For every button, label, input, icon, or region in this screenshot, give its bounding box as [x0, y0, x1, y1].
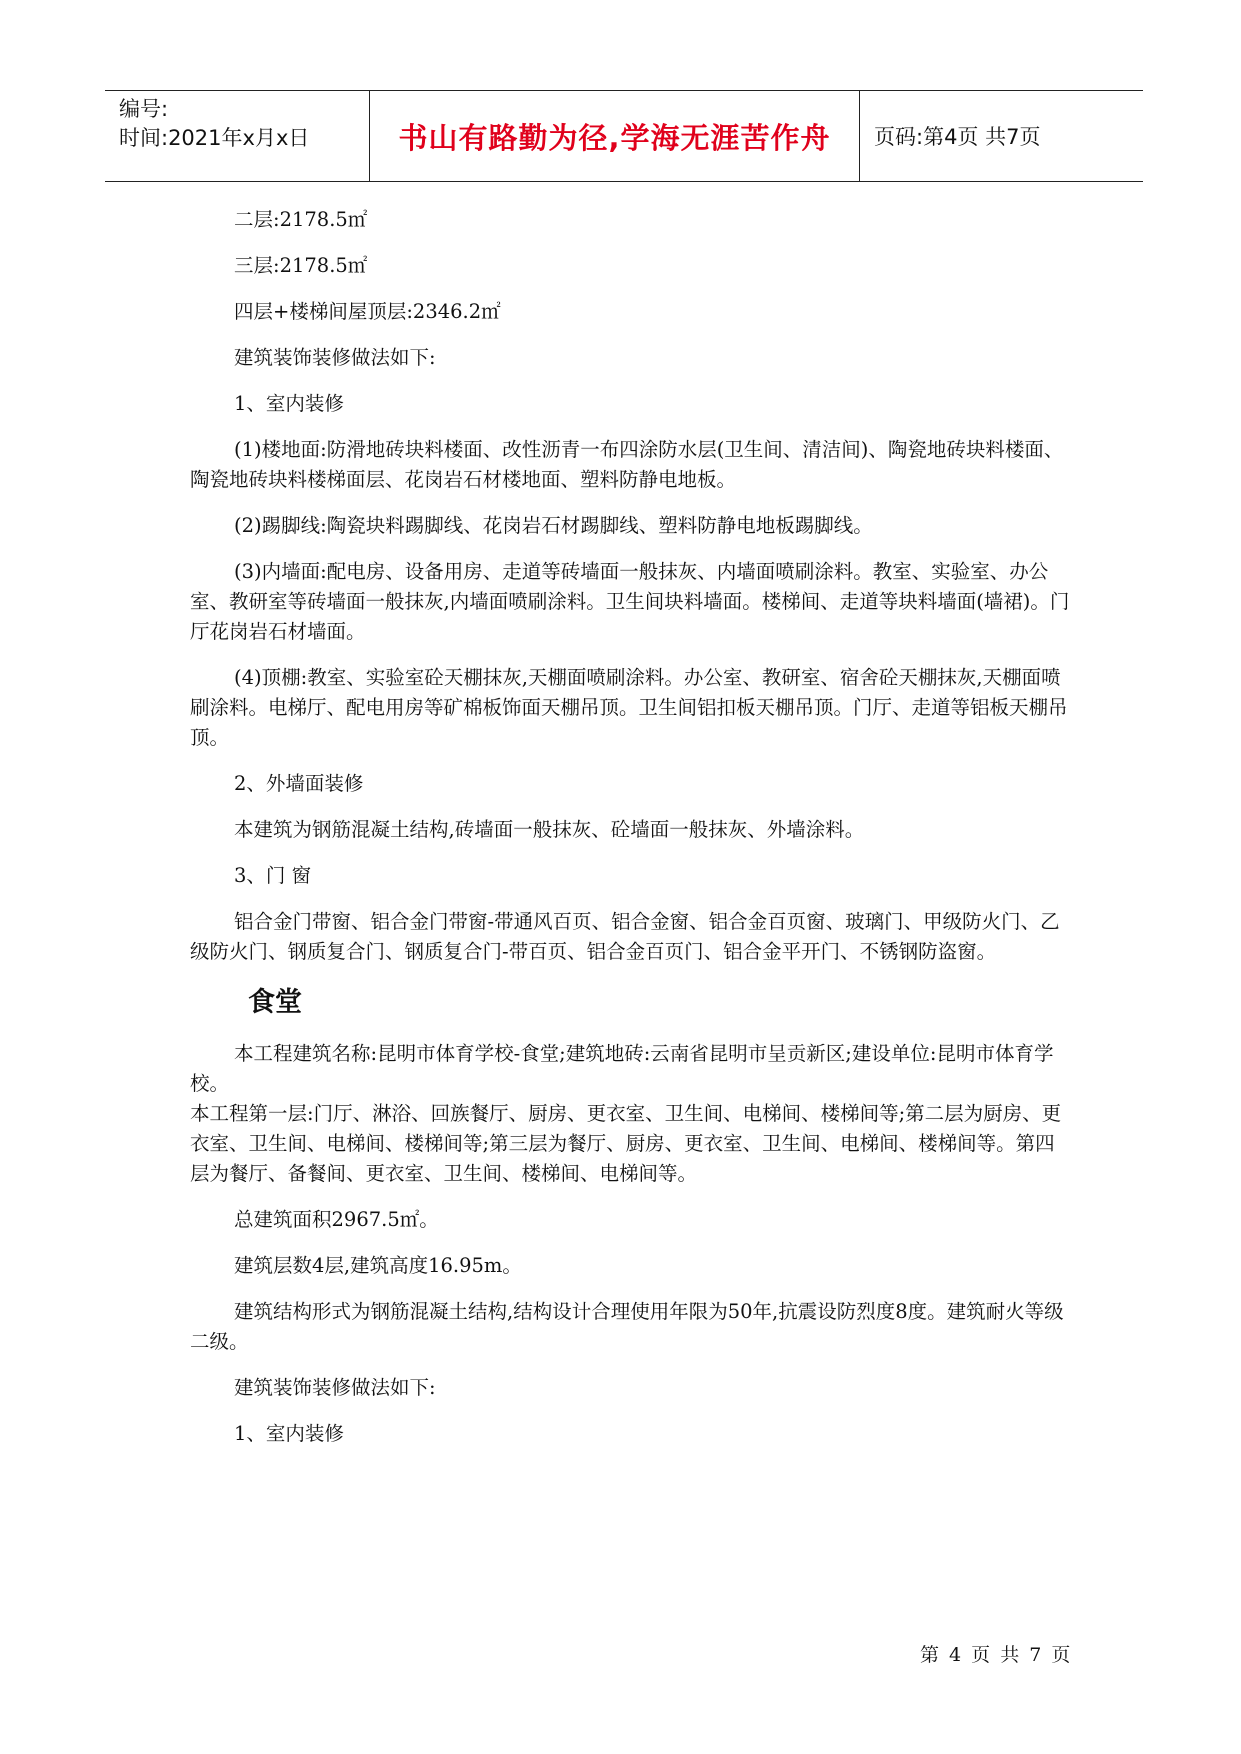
paragraph: 铝合金门带窗、铝合金门带窗-带通风百页、铝合金窗、铝合金百页窗、玻璃门、甲级防火门、乙级防火门、钢质复合门、钢质复合门-带百页、铝合金百页门、铝合金平开门、不锈钢防盗窗。	[190, 910, 1060, 963]
page-header	[105, 90, 1143, 182]
paragraph: 1、室内装修	[234, 392, 344, 415]
paragraph: (4)顶棚:教室、实验室砼天棚抹灰,天棚面喷刷涂料。办公室、教研室、宿舍砼天棚抹灰,天棚面喷刷涂料。电梯厅、配电用房等矿棉板饰面天棚吊顶。卫生间铝扣板天棚吊顶。门厅、走道等铝板天棚吊顶。	[190, 666, 1068, 749]
paragraph: 建筑层数4层,建筑高度16.95m。	[234, 1254, 522, 1277]
header-number-label: 编号:	[119, 97, 169, 121]
paragraph: 四层+楼梯间屋顶层:2346.2㎡	[234, 300, 501, 323]
paragraph: 本工程建筑名称:昆明市体育学校-食堂;建筑地砖:云南省昆明市呈贡新区;建设单位:昆明市体育学校。	[190, 1042, 1054, 1095]
header-page-label: 页码:第4页 共7页	[874, 125, 1041, 149]
paragraph: (1)楼地面:防滑地砖块料楼面、改性沥青一布四涂防水层(卫生间、清洁间)、陶瓷地砖块料楼面、陶瓷地砖块料楼梯面层、花岗岩石材楼地面、塑料防静电地板。	[190, 438, 1064, 491]
header-motto: 书山有路勤为径,学海无涯苦作舟	[370, 91, 860, 181]
paragraph: 总建筑面积2967.5㎡。	[234, 1208, 439, 1231]
paragraph: 3、门 窗	[234, 864, 312, 887]
section-title: 食堂	[248, 987, 302, 1018]
header-time-label: 时间:2021年x月x日	[119, 126, 310, 150]
paragraph: 二层:2178.5㎡	[234, 208, 368, 231]
paragraph: 2、外墙面装修	[234, 772, 364, 795]
paragraph: (2)踢脚线:陶瓷块料踢脚线、花岗岩石材踢脚线、塑料防静电地板踢脚线。	[234, 514, 873, 537]
paragraph: 三层:2178.5㎡	[234, 254, 368, 277]
document-body	[190, 205, 1070, 1465]
paragraph: 建筑装饰装修做法如下:	[234, 1376, 436, 1399]
paragraph: 本建筑为钢筋混凝土结构,砖墙面一般抹灰、砼墙面一般抹灰、外墙涂料。	[234, 818, 865, 841]
paragraph: 建筑结构形式为钢筋混凝土结构,结构设计合理使用年限为50年,抗震设防烈度8度。建筑耐火等级二级。	[190, 1300, 1064, 1353]
paragraph: 1、室内装修	[234, 1422, 344, 1445]
page-footer: 第 4 页 共 7 页	[920, 1644, 1073, 1666]
header-meta	[105, 91, 370, 181]
paragraph: 建筑装饰装修做法如下:	[234, 346, 436, 369]
paragraph: (3)内墙面:配电房、设备用房、走道等砖墙面一般抹灰、内墙面喷刷涂料。教室、实验室、办公室、教研室等砖墙面一般抹灰,内墙面喷刷涂料。卫生间块料墙面。楼梯间、走道等块料墙面(墙裙)。门厅花岗岩石材墙面。	[190, 560, 1070, 643]
paragraph: 本工程第一层:门厅、淋浴、回族餐厅、厨房、更衣室、卫生间、电梯间、楼梯间等;第二层为厨房、更衣室、卫生间、电梯间、楼梯间等;第三层为餐厅、厨房、更衣室、卫生间、电梯间、楼梯间等。第四层为餐厅、备餐间、更衣室、卫生间、楼梯间、电梯间等。	[190, 1102, 1062, 1185]
